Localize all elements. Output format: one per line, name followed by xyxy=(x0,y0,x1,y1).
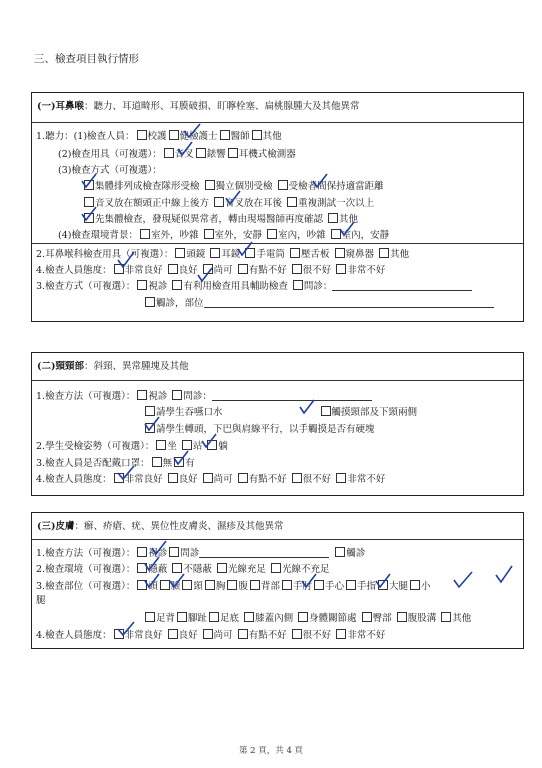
neck-posture-row: 2.學生受檢姿勢（可複選）： 坐 站 躺 xyxy=(36,441,228,452)
skin-method-row: 1.檢查方法（可複選）： 視診 問診 觸診 xyxy=(36,548,366,559)
checkbox-other[interactable] xyxy=(252,130,262,140)
checkbox-sit[interactable] xyxy=(156,440,166,450)
checkbox-nasal-speculum[interactable] xyxy=(335,248,345,258)
checkbox-headphone[interactable] xyxy=(228,148,238,158)
checkbox-neck-visual[interactable] xyxy=(137,390,147,400)
checkmark-group-then-doctor xyxy=(80,205,98,223)
checkbox-watch[interactable] xyxy=(196,148,206,158)
checkmark-thigh xyxy=(452,570,474,590)
skin-header: (三)皮膚：癬、疥瘡、疣、異位性皮膚炎、濕疹及其他異常 xyxy=(37,521,284,532)
section-title: 三、檢查項目執行情形 xyxy=(34,53,139,65)
skin-environment-row: 2.檢查環境（可複選）： 隱蔽 不隱蔽 光線充足 光線不充足 xyxy=(36,564,330,575)
checkbox-skin-palpation[interactable] xyxy=(335,547,345,557)
exam-environment-row: (4)檢查環境背景： 室外，吵雜 室外，安靜 室內，吵雜 室內，安靜 xyxy=(58,230,390,241)
checkbox-outdoor-quiet[interactable] xyxy=(204,229,214,239)
checkbox-neck-fair[interactable] xyxy=(203,473,213,483)
checkmark-very-good xyxy=(116,250,136,270)
neck-method-row-2: 請學生吞嚥口水 觸摸頸部及下頸兩側 xyxy=(143,406,417,418)
inquiry-field[interactable] xyxy=(332,281,472,291)
skin-site-row: 3.檢查部位（可複選）： 頭 臉 頸 胸 腹 背部 手肘 手心 手指 大腿 小 xyxy=(36,581,431,592)
checkbox-dim[interactable] xyxy=(271,563,281,573)
checkbox-very-bad[interactable] xyxy=(336,264,346,274)
checkmark-calf xyxy=(494,564,514,586)
checkbox-tools-other[interactable] xyxy=(379,248,389,258)
checkbox-back[interactable] xyxy=(250,580,260,590)
neck-method-row-3: 請學生轉頭，下巴與肩線平行，以手觸摸是否有硬塊 xyxy=(143,423,375,435)
checkbox-touch-neck[interactable] xyxy=(321,406,331,416)
neck-attitude-row: 4.檢查人員態度： 非常良好 良好 尚可 有點不好 很不好 非常不好 xyxy=(36,474,386,485)
checkbox-skin-very-bad[interactable] xyxy=(336,629,346,639)
checkmark-head xyxy=(143,572,161,590)
page-footer: 第 2 頁，共 4 頁 xyxy=(238,746,304,756)
hearing-tools-row: (2)檢查用具（可複選）： 音叉 錶響 耳機式檢測器 xyxy=(58,149,296,160)
checkbox-skin-slightly-bad[interactable] xyxy=(238,629,248,639)
checkbox-neck-slightly-bad[interactable] xyxy=(238,473,248,483)
checkmark-neck-very-good xyxy=(116,464,136,482)
checkbox-keep-distance[interactable] xyxy=(278,180,288,190)
checkbox-neck-very-bad[interactable] xyxy=(336,473,346,483)
checkbox-calf[interactable] xyxy=(410,580,420,590)
checkmark-abdomen xyxy=(300,572,318,590)
checkbox-neck-bad[interactable] xyxy=(292,473,302,483)
hearing-method-row-2: 音叉放在額頭正中線上後方 音叉放在耳後 重複測試一次以上 xyxy=(82,197,374,209)
checkbox-otoscope[interactable] xyxy=(210,248,220,258)
checkbox-visual[interactable] xyxy=(137,280,147,290)
checkmark-keep-distance xyxy=(311,172,329,190)
skin-site-row-2: 足背 腳趾 足底 膝蓋內側 身體關節處 臀部 腹股溝 其他 xyxy=(143,612,471,624)
checkmark-mask-no xyxy=(172,449,190,467)
hearing-method-row-3: 先集體檢查，發現疑似異常者，轉由現場醫師再度確認 其他 xyxy=(82,213,358,225)
checkmark-indoor-quiet xyxy=(338,220,356,238)
checkbox-bright[interactable] xyxy=(217,563,227,573)
checkmark-sit xyxy=(200,432,218,450)
checkmark-otoscope xyxy=(236,240,254,258)
checkbox-elbow[interactable] xyxy=(282,580,292,590)
checkmark-health-nurse xyxy=(182,122,202,140)
checkmark-skin-very-good xyxy=(116,620,136,638)
skin-inquiry-field[interactable] xyxy=(199,548,329,558)
checkmark-group-exam xyxy=(80,172,98,190)
checkbox-fork-behind-ear[interactable] xyxy=(214,197,224,207)
checkbox-repeat-test[interactable] xyxy=(287,197,297,207)
checkbox-abdomen[interactable] xyxy=(227,580,237,590)
checkmark-tuning-fork xyxy=(176,140,194,158)
ent-header: (一)耳鼻喉：聽力、耳道畸形、耳膜破損、盯聹栓塞、扁桃腺腫大及其他異常 xyxy=(37,101,360,112)
neck-inquiry-field[interactable] xyxy=(212,391,372,401)
palpation-site-field[interactable] xyxy=(204,298,494,308)
checkbox-groin[interactable] xyxy=(397,612,407,622)
hearing-method-label: (3)檢查方式（可複選）： xyxy=(58,165,162,176)
checkbox-finger[interactable] xyxy=(346,580,356,590)
neck-mask-row: 3.檢查人員是否配戴口罩： 無 有 xyxy=(36,458,195,469)
checkbox-skin-inquiry[interactable] xyxy=(169,547,179,557)
checkmark-face xyxy=(168,572,186,590)
checkbox-neck-inquiry[interactable] xyxy=(172,390,182,400)
checkbox-individual-exam[interactable] xyxy=(205,180,215,190)
checkbox-outdoor-noisy[interactable] xyxy=(140,229,150,239)
checkmark-fork-behind-ear xyxy=(224,189,242,207)
neck-method-row: 1.檢查方法（可複選）： 視診 問診： xyxy=(36,390,372,402)
checkmark-turn-head xyxy=(143,415,161,433)
skin-attitude-row: 4.檢查人員態度： 非常良好 良好 尚可 有點不好 很不好 非常不好 xyxy=(36,630,386,641)
checkbox-buttocks[interactable] xyxy=(362,612,372,622)
checkmark-tool-assisted xyxy=(196,266,214,284)
hearing-examiner-row: 1.聽力：(1)檢查人員： 校護 健檢護士 醫師 其他 xyxy=(36,131,282,142)
ent-tools-row: 2.耳鼻喉科檢查用具（可複選）： 頭鏡 耳鏡 手電筒 壓舌板 窺鼻器 其他 xyxy=(36,249,410,260)
checkbox-doctor[interactable] xyxy=(220,130,230,140)
checkbox-neck-good[interactable] xyxy=(168,473,178,483)
checkbox-inquiry[interactable] xyxy=(293,280,303,290)
checkbox-indoor-noisy[interactable] xyxy=(267,229,277,239)
checkmark-elbow xyxy=(374,572,392,590)
checkbox-skin-bad[interactable] xyxy=(292,629,302,639)
checkbox-health-nurse[interactable] xyxy=(169,130,179,140)
checkbox-head-mirror[interactable] xyxy=(175,248,185,258)
checkmark-private xyxy=(143,555,161,573)
checkbox-bad[interactable] xyxy=(292,264,302,274)
checkbox-school-nurse[interactable] xyxy=(137,130,147,140)
checkbox-skin-fair[interactable] xyxy=(203,629,213,639)
checkbox-site-other[interactable] xyxy=(441,612,451,622)
checkbox-toe[interactable] xyxy=(177,612,187,622)
checkbox-chest[interactable] xyxy=(205,580,215,590)
hearing-method-row-1: 集體排列成檢查隊形受檢 獨立個別受檢 受檢者間保持適當距離 xyxy=(82,180,384,192)
checkbox-tool-assisted[interactable] xyxy=(172,280,182,290)
checkbox-sole[interactable] xyxy=(209,612,219,622)
checkbox-slightly-bad[interactable] xyxy=(238,264,248,274)
checkbox-tongue-depressor[interactable] xyxy=(290,248,300,258)
checkbox-good[interactable] xyxy=(168,264,178,274)
checkbox-inner-knee[interactable] xyxy=(244,612,254,622)
checkbox-skin-good[interactable] xyxy=(168,629,178,639)
checkbox-joints[interactable] xyxy=(298,612,308,622)
checkmark-touch-neck xyxy=(298,398,316,416)
skin-site-wrap: 腿 xyxy=(36,595,46,606)
checkbox-palpation[interactable] xyxy=(145,297,155,307)
neck-header: (二)頸頸部：斜頸、異常腫塊及其他 xyxy=(37,361,189,372)
ent-attitude-row: 4.檢查人員態度： 非常良好 良好 尚可 有點不好 很不好 非常不好 xyxy=(36,265,386,276)
checkbox-tuning-fork[interactable] xyxy=(164,148,174,158)
checkbox-method-other[interactable] xyxy=(328,213,338,223)
checkbox-instep[interactable] xyxy=(145,612,155,622)
ent-palpation-row: 觸診，部位 xyxy=(143,297,494,309)
checkbox-mask-no[interactable] xyxy=(152,457,162,467)
ent-method-row: 3.檢查方式（可複選）： 視診 有利用檢查用具輔助檢查 問診： xyxy=(36,280,472,292)
